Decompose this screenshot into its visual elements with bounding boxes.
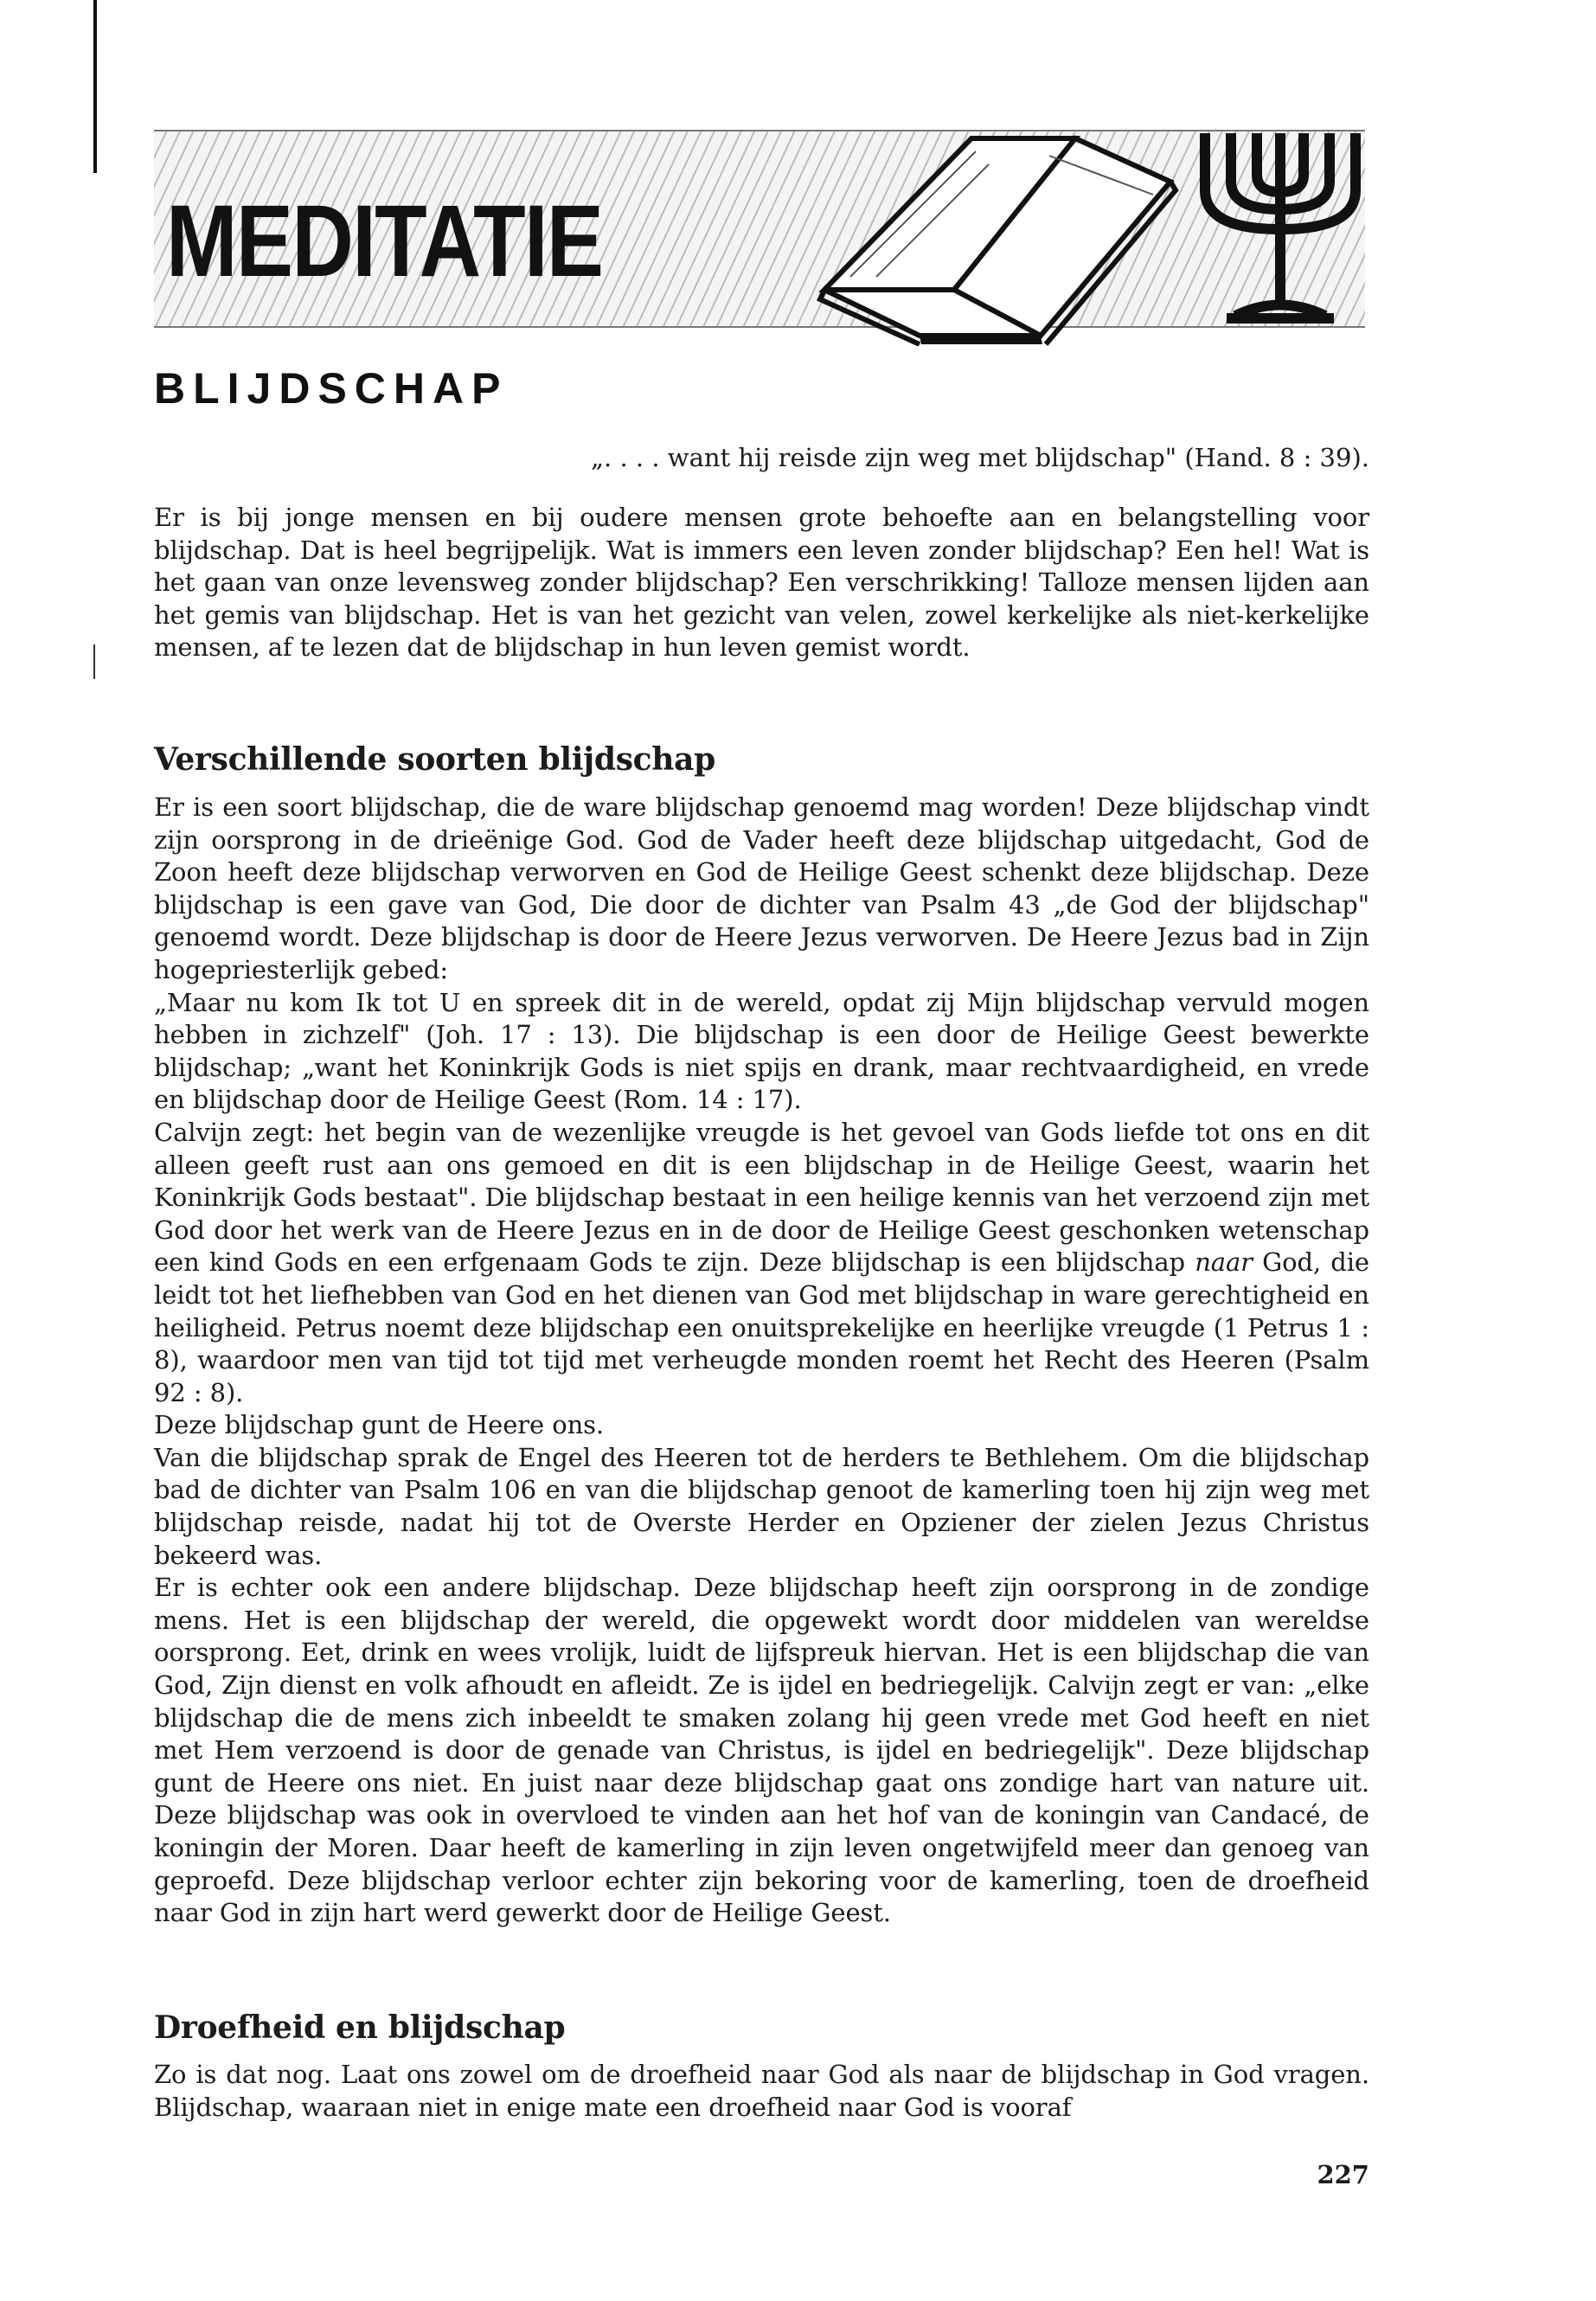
intro-paragraph: Er is bij jonge mensen en bij oudere mensen grote behoefte aan en belangstelling voor blijdschap. Dat is heel begrijpelijk. Wat is immers een leven zonder blijdschap? Een hel! Wat is het gaan van onze levensweg zonder blijdschap? Een verschrikking! Talloze mensen lijden aan het gemis van blijdschap. Het is van het gezicht van velen, zowel kerkelijke als niet-kerkelijke mensen, af te lezen dat de blijdschap in hun leven gemist wordt. <box>154 503 1369 663</box>
section-body <box>154 2059 1369 2124</box>
section-body <box>154 792 1369 1930</box>
emphasis-word: naar <box>1195 1247 1253 1278</box>
margin-rule <box>93 0 97 173</box>
section-heading: Verschillende soorten blijdschap <box>154 741 716 778</box>
body-paragraph: Zo is dat nog. Laat ons zowel om de droefheid naar God als naar de blijdschap in God vragen. Blijdschap, waaraan niet in enige mate een droefheid naar God is vooraf <box>154 2060 1369 2122</box>
section-heading: Droefheid en blijdschap <box>154 2009 566 2046</box>
epigraph-quote: „. . . . want hij reisde zijn weg met blijdschap" (Hand. 8 : 39). <box>590 443 1369 472</box>
page-number: 227 <box>1317 2160 1369 2189</box>
body-paragraph: Van die blijdschap sprak de Engel des Heeren tot de herders te Bethlehem. Om die blijdschap bad de dichter van Psalm 106 en van die blijdschap genoot de kamerling toen hij zijn weg met blijdschap reisde, nadat hij tot de Overste Herder en Opziener der zielen Jezus Christus bekeerd was. <box>154 1442 1369 1570</box>
body-paragraph: Deze blijdschap gunt de Heere ons. <box>154 1410 605 1440</box>
body-paragraph <box>154 1117 1369 1409</box>
body-paragraph: Er is echter ook een andere blijdschap. Deze blijdschap heeft zijn oorsprong in de zondige mens. Het is een blijdschap der wereld, die opgewekt wordt door middelen van wereldse oorsprong. Eet, drink en wees vrolijk, luidt de lijfspreuk hiervan. Het is een blijdschap die van God, Zijn dienst en volk afhoudt en afleidt. Ze is ijdel en bedriegelijk. Calvijn zegt er van: „elke blijdschap die de mens zich inbeeldt te smaken zolang hij geen vrede met God heeft en niet met Hem verzoend is door de genade van Christus, is ijdel en bedriegelijk". Deze blijdschap gunt de Heere ons niet. En juist naar deze blijdschap gaat ons zondige hart van nature uit. Deze blijdschap was ook in overvloed te vinden aan het hof van de koningin van Candacé, de koningin der Moren. Daar heeft de kamerling in zijn leven ongetwijfeld meer dan genoeg van geproefd. Deze blijdschap verloor echter zijn bekoring voor de kamerling, toen de droefheid naar God in zijn hart werd gewerkt door de Heilige Geest. <box>154 1573 1369 1928</box>
section-heading-wrapper <box>154 741 1369 779</box>
body-paragraph: „Maar nu kom Ik tot U en spreek dit in de wereld, opdat zij Mijn blijdschap vervuld mogen hebben in zichzelf" (Joh. 17 : 13). Die blijdschap is een door de Heilige Geest bewerkte blijdschap; „want het Koninkrijk Gods is niet spijs en drank, maar rechtvaardigheid, en vrede en blijdschap door de Heilige Geest (Rom. 14 : 17). <box>154 987 1369 1115</box>
article-title: BLIJDSCHAP <box>154 364 509 413</box>
body-paragraph: Er is een soort blijdschap, die de ware blijdschap genoemd mag worden! Deze blijdschap vindt zijn oorsprong in de drieënige God. God de Vader heeft deze blijdschap uitgedacht, God de Zoon heeft deze blijdschap verworven en God de Heilige Geest schenkt deze blijdschap. Deze blijdschap is een gave van God, Die door de dichter van Psalm 43 „de God der blijdschap" genoemd wordt. Deze blijdschap is door de Heere Jezus verworven. De Heere Jezus bad in Zijn hogepriesterlijk gebed: <box>154 792 1369 984</box>
intro-section <box>154 502 1369 664</box>
paragraph-text: Calvijn zegt: het begin van de wezenlijke vreugde is het gevoel van Gods liefde tot ons en dit alleen geeft rust aan ons gemoed en dit is een blijdschap in de Heilige Geest, waarin het Koninkrijk Gods bestaat". Die blijdschap bestaat in een heilige kennis van het verzoend zijn met God door het werk van de Heere Jezus en in de door de Heilige Geest geschonken wetenschap een kind Gods en een erfgenaam Gods te zijn. Deze blijdschap is een blijdschap <box>154 1117 1369 1278</box>
section-heading-wrapper <box>154 2009 1369 2047</box>
open-book-icon <box>790 121 1188 346</box>
menorah-icon <box>1183 130 1378 329</box>
banner-title: MEDITATIE <box>166 184 603 298</box>
meditatie-banner <box>154 121 1374 346</box>
paragraph-text: God, die leidt tot het liefhebben van God en het dienen van God met blijdschap in ware gerechtigheid en heiligheid. Petrus noemt deze blijdschap een onuitsprekelijke en heerlijke vreugde (1 Petrus 1 : 8), waardoor men van tijd tot tijd met verheugde monden roemt het Recht des Heeren (Psalm 92 : 8). <box>154 1247 1369 1407</box>
margin-mark <box>93 644 95 679</box>
